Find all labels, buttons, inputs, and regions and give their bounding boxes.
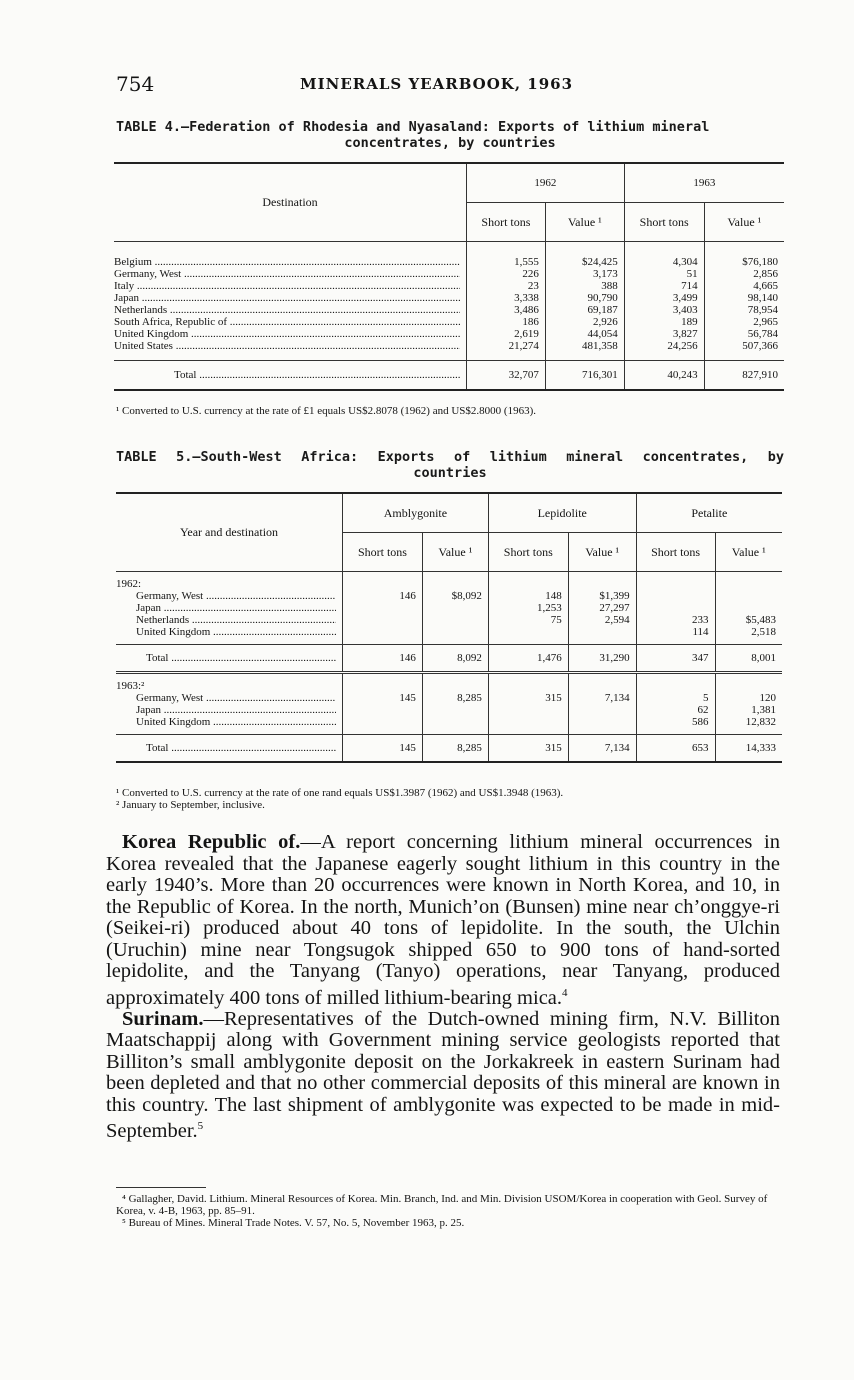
table5-total-cell: 14,333 xyxy=(715,735,782,763)
table5-footnote-1: ¹ Converted to U.S. currency at the rate of one rand equals US$1.3987 (1962) and US$1.3948 (1963). xyxy=(116,787,564,799)
table5-footnotes xyxy=(116,787,563,811)
table5-footnote-2: ² January to September, inclusive. xyxy=(116,799,265,811)
table5-value-header: Value ¹ xyxy=(715,533,782,572)
surinam-paragraph xyxy=(106,1009,780,1143)
table5-cell: 12,832 xyxy=(715,716,782,728)
table-row xyxy=(116,704,782,716)
table5-cell xyxy=(343,602,423,614)
table4-total-cell: 40,243 xyxy=(624,361,704,391)
table5-short-tons-header: Short tons xyxy=(488,533,568,572)
table5-cell: 8,285 xyxy=(422,692,488,704)
table4-total-row xyxy=(114,361,784,391)
table4-footnote: ¹ Converted to U.S. currency at the rate of £1 equals US$2.8078 (1962) and US$2.8000 (1963). xyxy=(116,405,536,417)
table5-total-cell: 653 xyxy=(636,735,715,763)
table5-cell xyxy=(488,716,568,728)
body-text xyxy=(106,832,780,1143)
table5-short-tons-header: Short tons xyxy=(343,533,423,572)
korea-reference: 4 xyxy=(562,986,568,999)
table5-row-destination: Germany, West ..... xyxy=(136,692,336,704)
table4-cell: $76,180 xyxy=(704,256,784,268)
table5-row-destination: Netherlands ..... xyxy=(136,614,336,626)
table5-cell: $1,399 xyxy=(568,590,636,602)
table5-cell: 75 xyxy=(488,614,568,626)
table-row xyxy=(114,316,784,328)
table4 xyxy=(114,162,784,391)
table5-cell xyxy=(343,716,423,728)
table5-total-label: Total ..... xyxy=(146,652,336,664)
table4-cell: 51 xyxy=(624,268,704,280)
table5-cell xyxy=(343,704,423,716)
surinam-text: —Representatives of the Dutch-owned mining firm, N.V. Billiton Maatschappij along with Government mining service geologists reported that Billiton’s small amblygonite deposit on the Jorkakreek in eastern Surinam had been depleted and that no other commercial deposits of this mineral are known in this country. The last shipment of amblygonite was expected to be made in mid-September. xyxy=(106,1007,780,1143)
table4-cell: 388 xyxy=(545,280,624,292)
table4-row-destination: United Kingdom ..... xyxy=(114,328,460,340)
table4-cell: 69,187 xyxy=(545,304,624,316)
korea-text: —A report concerning lithium mineral occurrences in Korea revealed that the Japanese eagerly sought lithium in this country in the early 1940’s. More than 20 occurrences were known in North Korea, and 10, in the Republic of Korea. In the north, Munich’on (Bunsen) mine near ch’onggye-ri (Seikei-ri) produced about 40 tons of lepidolite. In the south, the Ulchin (Uruchin) mine near Tongsugok shipped 650 to 900 tons of hand-sorted lepidolite, and the Tanyang (Tanyo) operations, near Tanyang, produced approximately 400 tons of milled lithium-bearing mica. xyxy=(106,831,780,1009)
table5-cell xyxy=(488,704,568,716)
footnote-4: ⁴ Gallagher, David. Lithium. Mineral Resources of Korea. Min. Branch, Ind. and Min. Division USOM/Korea in cooperation with Geol. Survey of Korea, v. 4-B, 1963, pp. 85–91. xyxy=(116,1193,768,1217)
table5-cell: 5 xyxy=(636,692,715,704)
table4-cell: 78,954 xyxy=(704,304,784,316)
table4-cell: 44,054 xyxy=(545,328,624,340)
table5-cell xyxy=(568,626,636,638)
korea-paragraph xyxy=(106,832,780,1009)
table5-cell: 27,297 xyxy=(568,602,636,614)
table5-cell xyxy=(422,614,488,626)
table4-short-tons-1963-header: Short tons xyxy=(624,203,704,242)
table5-cell: 2,518 xyxy=(715,626,782,638)
table4-cell: 3,499 xyxy=(624,292,704,304)
table-row xyxy=(116,590,782,602)
table5-total-row xyxy=(116,735,782,763)
table4-year-1963: 1963 xyxy=(624,163,784,203)
page-footnotes xyxy=(116,1193,778,1229)
table5-year-1962: 1962: xyxy=(116,578,142,590)
table5-total-cell: 8,001 xyxy=(715,645,782,673)
running-title: MINERALS YEARBOOK, 1963 xyxy=(300,75,574,93)
table5-row-destination: Germany, West ..... xyxy=(136,590,336,602)
table4-cell: 226 xyxy=(467,268,546,280)
table5-cell xyxy=(488,626,568,638)
table4-cell: 56,784 xyxy=(704,328,784,340)
table4-value-1963-header: Value ¹ xyxy=(704,203,784,242)
table5-cell: 145 xyxy=(343,692,423,704)
table4-row-destination: South Africa, Republic of ..... xyxy=(114,316,460,328)
table5-cell: 62 xyxy=(636,704,715,716)
table-row xyxy=(116,626,782,638)
table4-cell: 2,926 xyxy=(545,316,624,328)
table5-caption xyxy=(116,449,784,481)
table-row xyxy=(114,292,784,304)
table4-row-destination: Belgium ..... xyxy=(114,256,460,268)
table5-total-cell: 1,476 xyxy=(488,645,568,673)
table5-cell xyxy=(715,590,782,602)
table-row xyxy=(114,268,784,280)
table4-cell: $24,425 xyxy=(545,256,624,268)
table4-cell: 3,403 xyxy=(624,304,704,316)
table5-cell: 2,594 xyxy=(568,614,636,626)
table5-total-cell: 7,134 xyxy=(568,735,636,763)
table4-total-label: Total ..... xyxy=(174,369,460,381)
table4-cell: 3,338 xyxy=(467,292,546,304)
table4-cell: 2,619 xyxy=(467,328,546,340)
table4-cell: 23 xyxy=(467,280,546,292)
table5-cell xyxy=(636,602,715,614)
table5-cell xyxy=(568,716,636,728)
table5-lepidolite-header: Lepidolite xyxy=(488,493,636,533)
table5-cell: 120 xyxy=(715,692,782,704)
table5-year-destination-header: Year and destination xyxy=(179,525,279,539)
table5-caption-line2: countries xyxy=(413,465,487,481)
table4-short-tons-1962-header: Short tons xyxy=(467,203,546,242)
table5-cell xyxy=(422,602,488,614)
table4-row-destination: Germany, West ..... xyxy=(114,268,460,280)
table5-value-header: Value ¹ xyxy=(568,533,636,572)
table4-cell: 1,555 xyxy=(467,256,546,268)
table5-cell xyxy=(568,704,636,716)
table4-cell: 2,965 xyxy=(704,316,784,328)
table4-total-cell: 827,910 xyxy=(704,361,784,391)
table-row xyxy=(114,304,784,316)
table4-destination-header: Destination xyxy=(262,195,318,209)
table-row xyxy=(116,716,782,728)
table5-cell: 114 xyxy=(636,626,715,638)
table4-cell: 186 xyxy=(467,316,546,328)
table4-row-destination: Netherlands ..... xyxy=(114,304,460,316)
table4-cell: 481,358 xyxy=(545,340,624,352)
table4-caption-line2: concentrates, by countries xyxy=(344,135,556,151)
table4-row-destination: United States ..... xyxy=(114,340,460,352)
table5-short-tons-header: Short tons xyxy=(636,533,715,572)
table5-year-1963: 1963:² xyxy=(116,680,145,692)
table5-cell xyxy=(422,704,488,716)
table5-total-cell: 145 xyxy=(343,735,423,763)
table5 xyxy=(116,492,782,763)
table5-cell: $5,483 xyxy=(715,614,782,626)
table5-cell: 148 xyxy=(488,590,568,602)
table4-cell: 3,827 xyxy=(624,328,704,340)
table5-caption-line1: TABLE 5.—South-West Africa: Exports of lithium mineral concentrates, by xyxy=(116,449,784,465)
table-row xyxy=(116,602,782,614)
table4-cell: 507,366 xyxy=(704,340,784,352)
footnote-separator xyxy=(116,1187,206,1188)
table5-cell: 1,381 xyxy=(715,704,782,716)
table5-total-cell: 31,290 xyxy=(568,645,636,673)
korea-heading: Korea Republic of. xyxy=(122,831,301,853)
table4-cell: 4,304 xyxy=(624,256,704,268)
table4-cell: 2,856 xyxy=(704,268,784,280)
table5-cell: 315 xyxy=(488,692,568,704)
table5-row-destination: United Kingdom ..... xyxy=(136,626,336,638)
table4-cell: 714 xyxy=(624,280,704,292)
table-row xyxy=(114,328,784,340)
surinam-reference: 5 xyxy=(197,1120,204,1133)
table4-row-destination: Japan ..... xyxy=(114,292,460,304)
table5-row-destination: Japan ..... xyxy=(136,704,336,716)
table5-cell: 1,253 xyxy=(488,602,568,614)
table4-caption xyxy=(116,119,784,151)
table-row xyxy=(114,340,784,352)
table5-petalite-header: Petalite xyxy=(636,493,782,533)
table4-row-destination: Italy ..... xyxy=(114,280,460,292)
table5-cell: 7,134 xyxy=(568,692,636,704)
table4-total-cell: 32,707 xyxy=(467,361,546,391)
table5-total-cell: 8,092 xyxy=(422,645,488,673)
table-row xyxy=(116,614,782,626)
table5-cell: 586 xyxy=(636,716,715,728)
table4-cell: 90,790 xyxy=(545,292,624,304)
table5-cell xyxy=(422,626,488,638)
table4-cell: 21,274 xyxy=(467,340,546,352)
table-row xyxy=(114,280,784,292)
table5-row-destination: United Kingdom ..... xyxy=(136,716,336,728)
table5-total-row xyxy=(116,645,782,673)
table5-cell xyxy=(422,716,488,728)
table4-value-1962-header: Value ¹ xyxy=(545,203,624,242)
table5-cell: $8,092 xyxy=(422,590,488,602)
table-row xyxy=(116,692,782,704)
table-row xyxy=(114,256,784,268)
table4-cell: 24,256 xyxy=(624,340,704,352)
table5-row-destination: Japan ..... xyxy=(136,602,336,614)
table4-cell: 98,140 xyxy=(704,292,784,304)
table5-total-cell: 347 xyxy=(636,645,715,673)
table5-cell xyxy=(715,602,782,614)
table4-total-cell: 716,301 xyxy=(545,361,624,391)
table5-cell: 233 xyxy=(636,614,715,626)
table4-caption-line1: TABLE 4.—Federation of Rhodesia and Nyasaland: Exports of lithium mineral xyxy=(116,119,710,135)
footnote-5: ⁵ Bureau of Mines. Mineral Trade Notes. V. 57, No. 5, November 1963, p. 25. xyxy=(122,1217,465,1229)
surinam-heading: Surinam. xyxy=(122,1007,204,1030)
table5-total-cell: 146 xyxy=(343,645,423,673)
table5-total-cell: 8,285 xyxy=(422,735,488,763)
table4-cell: 4,665 xyxy=(704,280,784,292)
table4-cell: 3,486 xyxy=(467,304,546,316)
table5-cell xyxy=(343,614,423,626)
table5-cell: 146 xyxy=(343,590,423,602)
page-number: 754 xyxy=(116,72,155,96)
table4-cell: 3,173 xyxy=(545,268,624,280)
table5-cell xyxy=(343,626,423,638)
table5-value-header: Value ¹ xyxy=(422,533,488,572)
table5-total-cell: 315 xyxy=(488,735,568,763)
table5-amblygonite-header: Amblygonite xyxy=(343,493,489,533)
table4-year-1962: 1962 xyxy=(467,163,625,203)
table5-cell xyxy=(636,590,715,602)
table5-total-label: Total ..... xyxy=(146,742,336,754)
table4-cell: 189 xyxy=(624,316,704,328)
